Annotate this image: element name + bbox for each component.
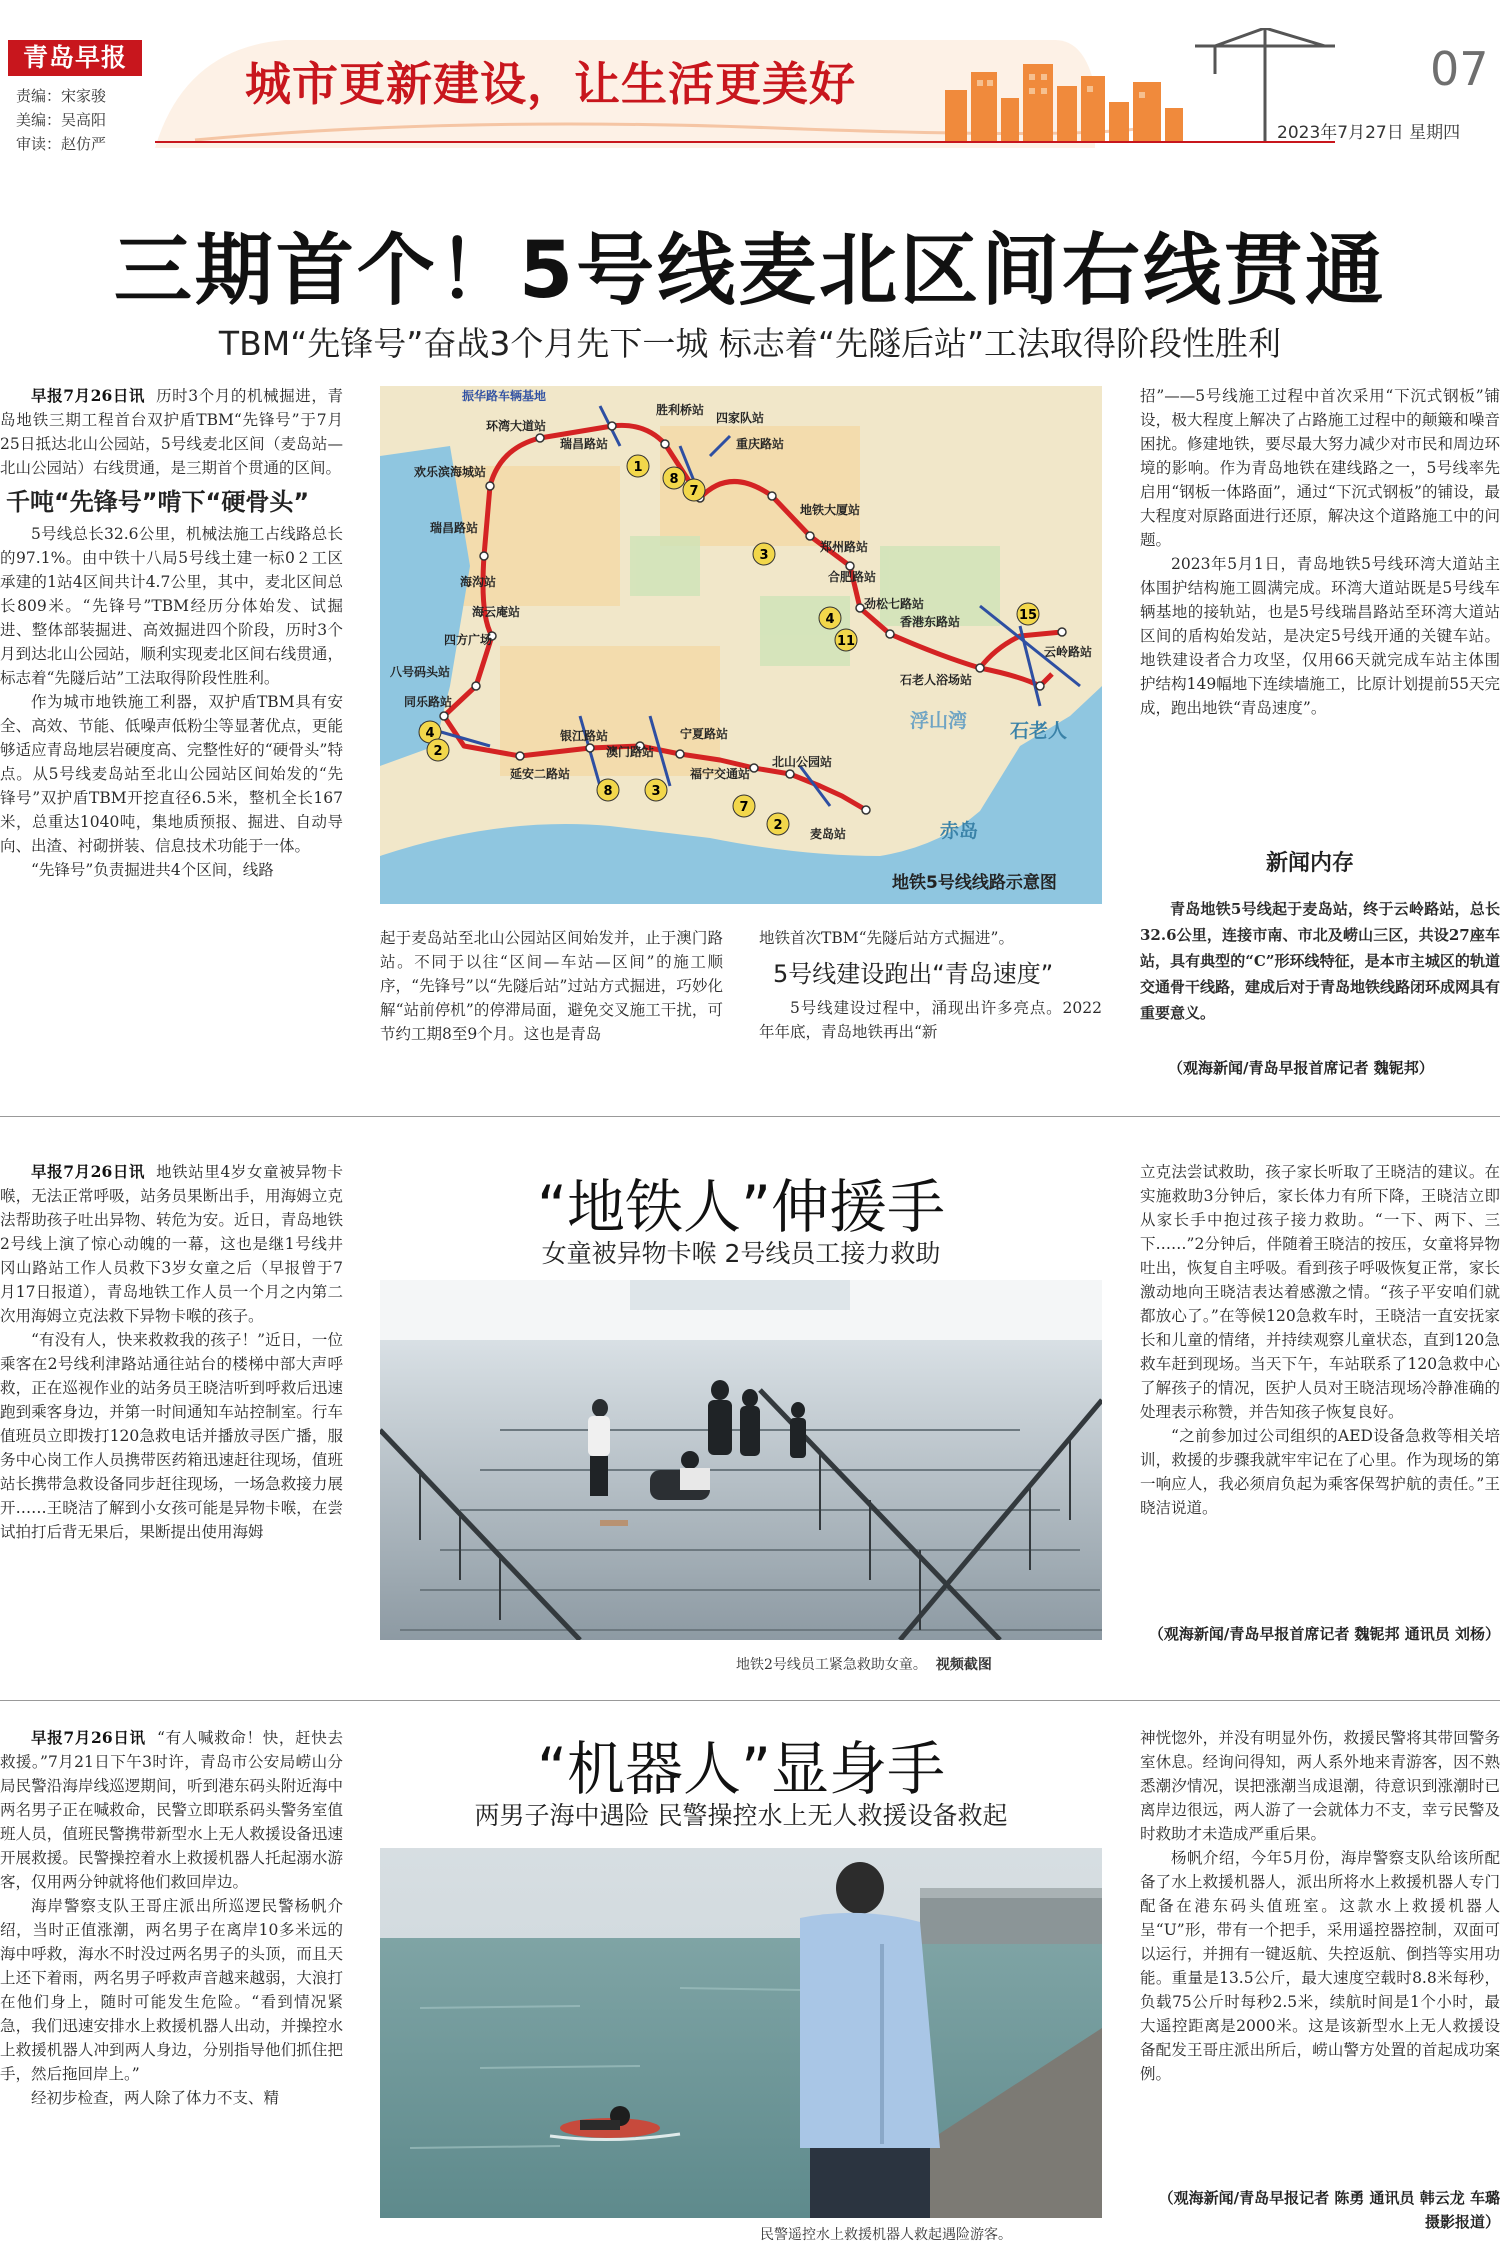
robot-rescue-photo xyxy=(380,1848,1102,2218)
section-heading: 5号线建设跑出“青岛速度” xyxy=(773,960,1054,988)
svg-text:3: 3 xyxy=(759,548,769,563)
story3-photo-caption: 民警遥控水上救援机器人救起遇险游客。 xyxy=(760,2227,1012,2243)
svg-text:胜利桥站: 胜利桥站 xyxy=(656,403,705,417)
svg-text:延安二路站: 延安二路站 xyxy=(510,767,571,781)
paragraph: 地铁首次TBM“先隧后站方式掘进”。 xyxy=(759,929,1014,947)
svg-text:4: 4 xyxy=(825,612,835,627)
story1-column-3 xyxy=(759,926,1102,1086)
svg-text:2: 2 xyxy=(433,744,443,759)
svg-text:欢乐滨海城站: 欢乐滨海城站 xyxy=(414,465,487,479)
caption-credit: 视频截图 xyxy=(935,1657,992,1673)
paragraph: 起于麦岛站至北山公园站区间始发并，止于澳门路站。不同于以往“区间—车站—区间”的施工顺序，“先锋号”以“先隧后站”过站方式掘进，巧妙化解“站前停机”的停滞局面，避免交叉施工干扰，可节约工期8至9个月。这也是青岛 xyxy=(380,929,723,1043)
paragraph: 招”——5号线施工过程中首次采用“下沉式钢板”铺设，极大程度上解决了占路施工过程中的颠簸和噪音困扰。修建地铁，要尽最大努力减少对市民和周边环境的影响。作为青岛地铁在建线路之一，5号线率先启用“钢板一体路面”，通过“下沉式钢板”的铺设，最大程度对原路面进行还原，解决这个道路施工中的问题。 xyxy=(1140,387,1500,549)
svg-text:劲松七路站: 劲松七路站 xyxy=(864,597,925,611)
dateline: 早报7月26日讯 xyxy=(31,386,146,405)
dateline: 早报7月26日讯 xyxy=(31,1162,146,1181)
story2-column-1 xyxy=(0,1160,343,1680)
paragraph: “有没有人，快来救救我的孩子！”近日，一位乘客在2号线利津路站通往站台的楼梯中部大声呼救，正在巡视作业的站务员王晓洁听到呼救后迅速跑到乘客身边，并第一时间通知车站控制室。行车值班员立即拨打120急救电话并播放寻医广播，服务中心岗工作人员携带医药箱迅速赶往现场，值班站长携带急救设备同步赶往现场，一场急救接力展开……王晓洁了解到小女孩可能是异物卡喉，在尝试拍打后背无果后，果断提出使用海姆 xyxy=(0,1331,343,1541)
caption-text: 地铁2号线员工紧急救助女童。 xyxy=(736,1657,927,1673)
paragraph: 神恍惚外，并没有明显外伤，救援民警将其带回警务室休息。经询问得知，两人系外地来青游客，因不熟悉潮汐情况，误把涨潮当成退潮，待意识到涨潮时已离岸边很远，两人游了一会就体力不支，幸亏民警及时救助才未造成严重后果。 xyxy=(1140,1729,1500,1843)
svg-text:四家队站: 四家队站 xyxy=(716,411,765,425)
story1-headline: 三期首个！5号线麦北区间右线贯通 xyxy=(113,226,1387,316)
sidebar-box-title: 新闻内存 xyxy=(1266,851,1355,876)
svg-text:八号码头站: 八号码头站 xyxy=(390,665,451,679)
map-sea-label: 石老人 xyxy=(1010,720,1068,742)
svg-text:香港东路站: 香港东路站 xyxy=(900,615,961,629)
svg-text:地铁大厦站: 地铁大厦站 xyxy=(800,503,861,517)
paragraph: 经初步检查，两人除了体力不支、精 xyxy=(31,2089,280,2107)
paragraph: “有人喊救命！快，赶快去救援。”7月21日下午3时许，青岛市公安局崂山分局民警沿海岸线巡逻期间，听到港东码头附近海中两名男子正在喊救命，民警立即联系码头警务室值班人员，值班民警携带新型水上无人救援设备迅速开展救援。民警操控着水上救援机器人托起溺水游客，仅用两分钟就将他们救回岸边。 xyxy=(0,1729,343,1891)
svg-text:福宁交通站: 福宁交通站 xyxy=(690,767,751,781)
story2-subheadline: 女童被异物卡喉 2号线员工接力救助 xyxy=(541,1239,941,1268)
story2-column-4 xyxy=(1140,1160,1500,1618)
svg-text:8: 8 xyxy=(669,472,679,487)
paragraph: 青岛地铁5号线起于麦岛站，终于云岭路站，总长32.6公里，连接市南、市北及崂山三区，共设27座车站，具有典型的“C”形环线特征，是本市主城区的轨道交通骨干线路，建成后对于青岛地铁线路闭环成网具有重要意义。 xyxy=(1140,900,1500,1022)
svg-text:同乐路站: 同乐路站 xyxy=(404,695,453,709)
map-caption: 地铁5号线线路示意图 xyxy=(892,873,1057,893)
story2-photo-caption xyxy=(736,1654,992,1674)
svg-text:合肥路站: 合肥路站 xyxy=(828,570,877,584)
story1-column-4 xyxy=(1140,384,1500,844)
issue-date: 2023年7月27日 星期四 xyxy=(1277,123,1461,143)
page-number: 07 xyxy=(1430,42,1489,96)
paragraph: 杨帆介绍，今年5月份，海岸警察支队给该所配备了水上救援机器人，派出所将水上救援机器人专门配备在港东码头值班室。这款水上救援机器人呈“U”形，带有一个把手，采用遥控器控制，双面可以运行，并拥有一键返航、失控返航、倒挡等实用功能。重量是13.5公斤，最大速度空载时8.8米每秒，负载75公斤时每秒2.5米，续航时间是1个小时，最大遥控距离是2000米。这是该新型水上无人救援设备配发王哥庄派出所后，崂山警方处置的首起成功案例。 xyxy=(1140,1849,1500,2083)
story1-column-2 xyxy=(380,926,723,1086)
svg-text:2: 2 xyxy=(773,818,783,833)
paragraph: 海岸警察支队王哥庄派出所巡逻民警杨帆介绍，当时正值涨潮，两名男子在离岸10多米远的海中呼救，海水不时没过两名男子的头顶，而且天上还下着雨，两名男子呼救声音越来越弱，大浪打在他们身上，随时可能发生危险。“看到情况紧急，我们迅速安排水上救援机器人出动，并操控水上救援机器人冲到两人身边，分别指导他们抓住把手，然后拖回岸上。” xyxy=(0,1897,343,2083)
svg-text:海沟站: 海沟站 xyxy=(460,575,497,589)
story2-byline: （观海新闻/青岛早报首席记者 魏铌邦 通讯员 刘杨） xyxy=(1148,1625,1500,1643)
svg-text:瑞昌路站: 瑞昌路站 xyxy=(560,437,609,451)
section-divider xyxy=(0,1116,1500,1117)
story1-subheadline: TBM“先锋号”奋战3个月先下一城 标志着“先隧后站”工法取得阶段性胜利 xyxy=(218,324,1282,363)
section-heading: 千吨“先锋号”啃下“硬骨头” xyxy=(6,488,310,516)
story3-byline: （观海新闻/青岛早报记者 陈勇 通讯员 韩云龙 车璐 摄影报道） xyxy=(1158,2189,1500,2231)
story3-subheadline: 两男子海中遇险 民警操控水上无人救援设备救起 xyxy=(474,1801,1008,1830)
svg-text:北山公园站: 北山公园站 xyxy=(772,755,833,769)
story2-headline: “地铁人”伸援手 xyxy=(536,1173,946,1241)
paragraph: “先锋号”负责掘进共4个区间，线路 xyxy=(31,861,274,879)
map-sea-label: 浮山湾 xyxy=(910,710,968,732)
svg-text:郑州路站: 郑州路站 xyxy=(820,540,869,554)
paragraph: 立克法尝试救助，孩子家长听取了王晓洁的建议。在实施救助3分钟后，家长体力有所下降，王晓洁立即从家长手中抱过孩子接力救助。“一下、两下、三下……”2分钟后，伴随着王晓洁的按压，女童将异物吐出，恢复自主呼吸。看到孩子呼吸恢复正常，家长激动地向王晓洁表达着感激之情。“孩子平安咱们就都放心了。”在等候120急救车时，王晓洁一直安抚家长和儿童的情绪，并持续观察儿童状态，直到120急救车赶到现场。当天下午，车站联系了120急救中心了解孩子的情况，医护人员对王晓洁现场冷静准确的处理表示称赞，并告知孩子恢复良好。 xyxy=(1140,1163,1500,1421)
story3-headline: “机器人”显身手 xyxy=(536,1735,946,1803)
paragraph: “之前参加过公司组织的AED设备急救等相关培训，救援的步骤我就牢牢记在了心里。作为现场的第一响应人，我必须肩负起为乘客保驾护航的责任。”王晓洁说道。 xyxy=(1140,1427,1500,1517)
svg-text:4: 4 xyxy=(425,726,435,741)
editor-credit: 审读：赵仿严 xyxy=(16,135,107,153)
svg-text:瑞昌路站: 瑞昌路站 xyxy=(430,521,479,535)
svg-text:重庆路站: 重庆路站 xyxy=(736,437,785,451)
svg-text:3: 3 xyxy=(651,784,661,799)
dateline: 早报7月26日讯 xyxy=(31,1728,146,1747)
paragraph: 2023年5月1日，青岛地铁5号线环湾大道站主体围护结构施工圆满完成。环湾大道站既是5号线车辆基地的接轨站，也是5号线瑞昌路站至环湾大道站区间的盾构始发站，是决定5号线开通的关键车站。地铁建设者合力攻坚，仅用66天就完成车站主体围护结构149幅地下连续墙施工，比原计划提前55天完成，跑出地铁“青岛速度”。 xyxy=(1140,555,1500,717)
svg-text:环湾大道站: 环湾大道站 xyxy=(486,419,547,433)
paragraph: 5号线总长32.6公里，机械法施工占线路总长的97.1%。由中铁十八局5号线土建一标0２工区承建的1站4区间共计4.7公里，其中，麦北区间总长809米。“先锋号”TBM经历分体始发、试掘进、整体部装掘进、高效掘进四个阶段，历时3个月到达北山公园站，顺利实现麦北区间右线贯通，标志着“先隧后站”工法取得阶段性胜利。 xyxy=(0,525,343,687)
map-sea-label: 赤岛 xyxy=(940,820,979,842)
story1-byline: （观海新闻/青岛早报首席记者 魏铌邦） xyxy=(1168,1059,1434,1077)
svg-text:7: 7 xyxy=(739,800,749,815)
paragraph: 地铁站里4岁女童被异物卡喉，无法正常呼吸，站务员果断出手，用海姆立克法帮助孩子吐出异物、转危为安。近日，青岛地铁2号线上演了惊心动魄的一幕，这也是继1号线井冈山路站工作人员救下3岁女童之后（早报曾于7月17日报道），青岛地铁工作人员一个月之内第二次用海姆立克法救下异物卡喉的孩子。 xyxy=(0,1163,343,1325)
svg-text:7: 7 xyxy=(689,484,699,499)
svg-text:麦岛站: 麦岛站 xyxy=(810,827,847,841)
svg-text:振华路车辆基地: 振华路车辆基地 xyxy=(462,389,547,403)
section-banner-title: 城市更新建设，让生活更美好 xyxy=(245,57,856,111)
newspaper-logo: 青岛早报 xyxy=(8,40,142,76)
section-divider xyxy=(0,1700,1500,1701)
paragraph: 5号线建设过程中，涌现出许多亮点。2022年年底，青岛地铁再出“新 xyxy=(759,999,1102,1041)
story3-column-1 xyxy=(0,1726,343,2243)
rescue-photo xyxy=(380,1280,1102,1640)
svg-text:1: 1 xyxy=(633,460,643,475)
svg-text:云岭路站: 云岭路站 xyxy=(1044,645,1093,659)
paragraph: 历时3个月的机械掘进，青岛地铁三期工程首台双护盾TBM“先锋号”于7月25日抵达北山公园站，5号线麦北区间（麦岛站—北山公园站）右线贯通，是三期首个贯通的区间。 xyxy=(0,387,343,477)
svg-text:四方广场: 四方广场 xyxy=(444,633,493,647)
story3-column-4 xyxy=(1140,1726,1500,2182)
svg-text:宁夏路站: 宁夏路站 xyxy=(680,727,729,741)
metro-line5-map xyxy=(380,386,1102,904)
svg-text:15: 15 xyxy=(1018,608,1038,623)
editor-credit: 美编：吴高阳 xyxy=(16,111,107,129)
paragraph: 作为城市地铁施工利器，双护盾TBM具有安全、高效、节能、低噪声低粉尘等显著优点，更能够适应青岛地层岩硬度高、完整性好的“硬骨头”特点。从5号线麦岛站至北山公园站区间始发的“先锋号”双护盾TBM开挖直径6.5米，整机全长167米，总重达1040吨，集地质预报、掘进、自动导向、出渣、衬砌拼装、信息技术功能于一体。 xyxy=(0,693,343,855)
svg-text:石老人浴场站: 石老人浴场站 xyxy=(900,673,973,687)
story1-column-1 xyxy=(0,384,343,1084)
svg-text:11: 11 xyxy=(836,634,856,649)
svg-text:8: 8 xyxy=(603,784,613,799)
svg-text:银江路站: 银江路站 xyxy=(560,729,609,743)
editor-credits xyxy=(16,84,106,156)
sidebar-box-body xyxy=(1140,896,1500,1056)
svg-text:海云庵站: 海云庵站 xyxy=(472,605,521,619)
svg-text:澳门路站: 澳门路站 xyxy=(606,745,655,759)
editor-credit: 责编：宋家骏 xyxy=(16,87,107,105)
